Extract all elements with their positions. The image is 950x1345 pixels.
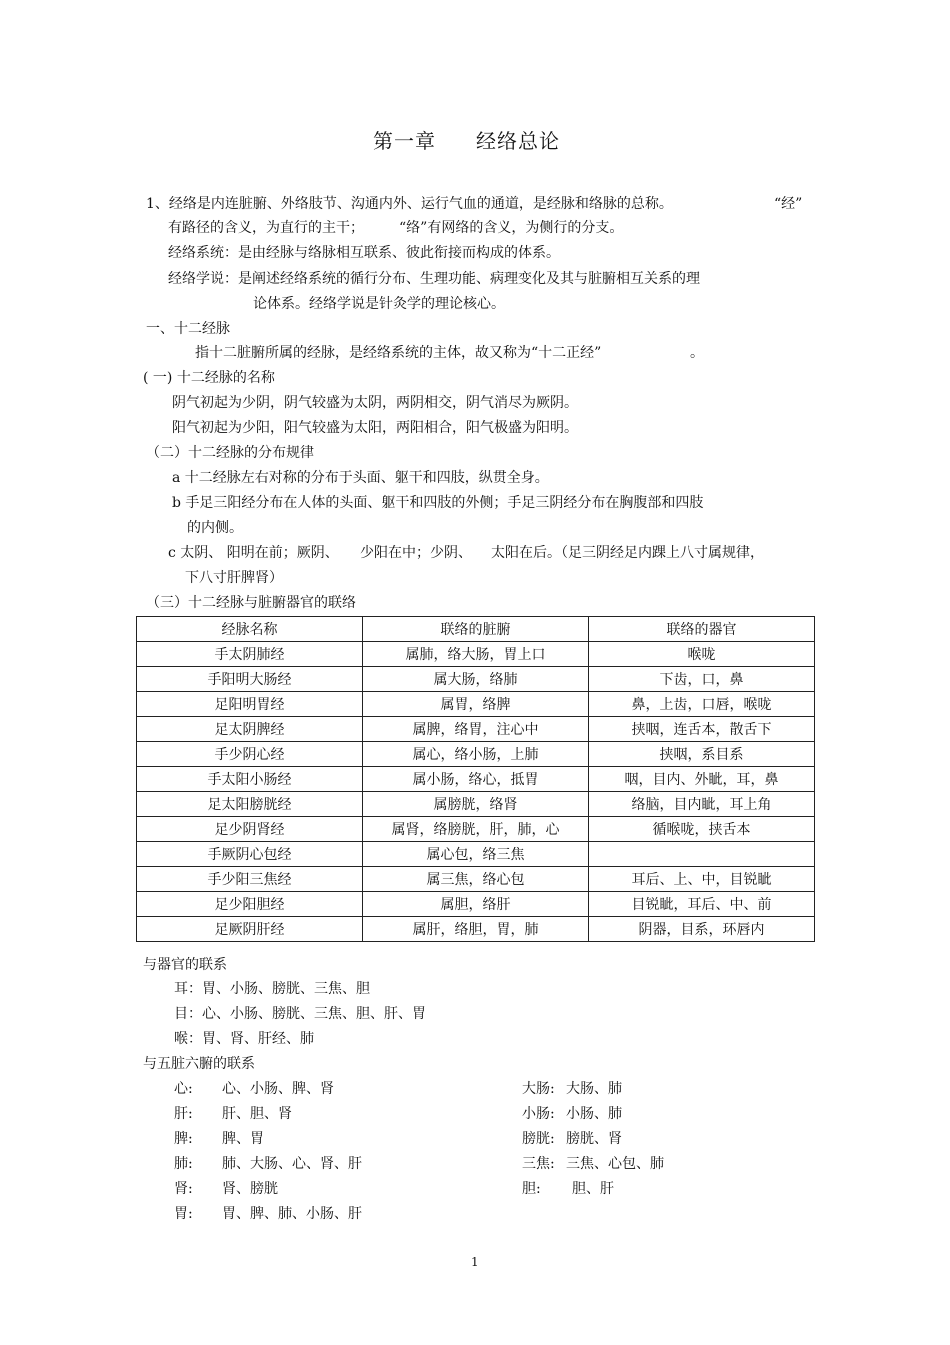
distribution-rule-b-cont: 的内侧。 xyxy=(187,520,243,536)
subsection-heading-names: ( 一) 十二经脉的名称 xyxy=(143,370,275,386)
section-heading-twelve-meridians: 一、十二经脉 xyxy=(146,321,230,337)
ear-connections: 耳：胃、小肠、膀胱、三焦、胆 xyxy=(174,981,370,997)
zangfu-cell: 属大肠，络肺 xyxy=(363,667,589,692)
page-number: 1 xyxy=(471,1255,479,1269)
distribution-rule-c-part3: 太阳在后。（足三阴经足内踝上八寸属规律， xyxy=(491,545,764,561)
subsection-heading-connections: （三）十二经脉与脏腑器官的联络 xyxy=(146,595,356,611)
meridian-name-cell: 手太阴肺经 xyxy=(137,642,363,667)
zangfu-cell: 属小肠，络心，抵胃 xyxy=(363,767,589,792)
column-header: 联络的脏腑 xyxy=(363,617,589,642)
zangfu-label-spleen: 脾: xyxy=(174,1131,193,1147)
zangfu-label-kidney: 肾: xyxy=(174,1181,193,1197)
meridian-name-cell: 手厥阴心包经 xyxy=(137,842,363,867)
organ-cell: 耳后、上、中，目锐眦 xyxy=(589,867,815,892)
meridian-name-cell: 足太阳膀胱经 xyxy=(137,792,363,817)
zangfu-cell: 属肾，络膀胱，肝，肺，心 xyxy=(363,817,589,842)
zangfu-value-spleen: 脾、胃 xyxy=(222,1131,264,1147)
chapter-number: 第一章 xyxy=(373,129,436,153)
subsection-heading-distribution: （二）十二经脉的分布规律 xyxy=(146,445,314,461)
organ-connections-heading: 与器官的联系 xyxy=(143,957,227,973)
table-row xyxy=(137,767,815,792)
distribution-rule-a: a 十二经脉左右对称的分布于头面、躯干和四肢，纵贯全身。 xyxy=(172,470,549,486)
organ-cell: 咽，目内、外眦，耳，鼻 xyxy=(589,767,815,792)
meridian-name-cell: 手少阴心经 xyxy=(137,742,363,767)
zangfu-value-kidney: 肾、膀胱 xyxy=(222,1181,278,1197)
zangfu-cell: 属心，络小肠，上肺 xyxy=(363,742,589,767)
meridian-connection-table xyxy=(136,616,815,942)
organ-cell: 目锐眦，耳后、中、前 xyxy=(589,892,815,917)
table-row xyxy=(137,867,815,892)
organ-cell: 循喉咙，挟舌本 xyxy=(589,817,815,842)
meridian-theory-def-cont: 论体系。经络学说是针灸学的理论核心。 xyxy=(253,296,505,312)
zangfu-value-sanjiao: 三焦、心包、肺 xyxy=(566,1156,664,1172)
organ-cell: 挟咽，连舌本，散舌下 xyxy=(589,717,815,742)
column-header: 联络的器官 xyxy=(589,617,815,642)
organ-cell: 阴器，目系，环唇内 xyxy=(589,917,815,942)
distribution-rule-c-cont: 下八寸肝脾肾） xyxy=(185,570,283,586)
distribution-rule-c-part2: 少阳在中；少阴、 xyxy=(360,545,472,561)
zangfu-value-liver: 肝、胆、肾 xyxy=(222,1106,292,1122)
zangfu-cell: 属脾，络胃，注心中 xyxy=(363,717,589,742)
twelve-meridians-intro: 指十二脏腑所属的经脉，是经络系统的主体，故又称为“十二正经” xyxy=(195,345,602,361)
zangfu-cell: 属肺，络大肠，胃上口 xyxy=(363,642,589,667)
zangfu-label-sanjiao: 三焦: xyxy=(522,1156,555,1172)
yin-naming-rule: 阴气初起为少阴，阴气较盛为太阴，两阴相交，阴气消尽为厥阴。 xyxy=(172,395,578,411)
zangfu-value-lung: 肺、大肠、心、肾、肝 xyxy=(222,1156,362,1172)
table-header-row xyxy=(137,617,815,642)
meridian-name-cell: 足少阴肾经 xyxy=(137,817,363,842)
definition-line-2a: 有路径的含义，为直行的主干； xyxy=(168,220,364,236)
throat-connections: 喉：胃、肾、肝经、肺 xyxy=(174,1031,314,1047)
zangfu-label-bladder: 膀胱: xyxy=(522,1131,555,1147)
chapter-title: 经络总论 xyxy=(476,129,560,153)
zangfu-value-large-intestine: 大肠、肺 xyxy=(566,1081,622,1097)
zangfu-label-heart: 心: xyxy=(174,1081,193,1097)
eye-connections: 目：心、小肠、膀胱、三焦、胆、肝、胃 xyxy=(174,1006,426,1022)
organ-cell: 下齿，口，鼻 xyxy=(589,667,815,692)
zangfu-cell: 属膀胱，络肾 xyxy=(363,792,589,817)
organ-cell: 挟咽，系目系 xyxy=(589,742,815,767)
zangfu-label-lung: 肺: xyxy=(174,1156,193,1172)
zangfu-cell: 属胆，络肝 xyxy=(363,892,589,917)
table-row xyxy=(137,717,815,742)
definition-quote: “经” xyxy=(774,196,803,212)
meridian-name-cell: 足厥阴肝经 xyxy=(137,917,363,942)
zangfu-value-small-intestine: 小肠、肺 xyxy=(566,1106,622,1122)
meridian-name-cell: 手少阳三焦经 xyxy=(137,867,363,892)
zangfu-cell: 属胃，络脾 xyxy=(363,692,589,717)
yang-naming-rule: 阳气初起为少阳，阳气较盛为太阳，两阳相合，阳气极盛为阳明。 xyxy=(172,420,578,436)
distribution-rule-c-part1: c 太阴、 阳明在前；厥阴、 xyxy=(168,545,339,561)
table-row xyxy=(137,692,815,717)
table-row xyxy=(137,917,815,942)
zangfu-label-large-intestine: 大肠: xyxy=(522,1081,555,1097)
zangfu-cell: 属肝，络胆，胃，肺 xyxy=(363,917,589,942)
column-header: 经脉名称 xyxy=(137,617,363,642)
meridian-name-cell: 手阳明大肠经 xyxy=(137,667,363,692)
table-row xyxy=(137,742,815,767)
organ-cell: 络脑，目内眦，耳上角 xyxy=(589,792,815,817)
zangfu-cell: 属三焦，络心包 xyxy=(363,867,589,892)
twelve-meridians-intro-end: 。 xyxy=(690,345,704,361)
zangfu-label-stomach: 胃: xyxy=(174,1206,193,1222)
meridian-system-def: 经络系统：是由经脉与络脉相互联系、彼此衔接而构成的体系。 xyxy=(168,245,560,261)
organ-cell xyxy=(589,842,815,867)
zangfu-connections-heading: 与五脏六腑的联系 xyxy=(143,1056,255,1072)
organ-cell: 鼻，上齿，口唇，喉咙 xyxy=(589,692,815,717)
zangfu-label-liver: 肝: xyxy=(174,1106,193,1122)
zangfu-label-small-intestine: 小肠: xyxy=(522,1106,555,1122)
zangfu-value-bladder: 膀胱、肾 xyxy=(566,1131,622,1147)
distribution-rule-b: b 手足三阳经分布在人体的头面、躯干和四肢的外侧；手足三阴经分布在胸腹部和四肢 xyxy=(172,495,704,511)
zangfu-label-gallbladder: 胆: xyxy=(522,1181,541,1197)
meridian-name-cell: 足太阴脾经 xyxy=(137,717,363,742)
meridian-name-cell: 足阳明胃经 xyxy=(137,692,363,717)
zangfu-value-gallbladder: 胆、肝 xyxy=(572,1181,614,1197)
meridian-theory-def: 经络学说：是阐述经络系统的循行分布、生理功能、病理变化及其与脏腑相互关系的理 xyxy=(168,271,700,287)
table-row xyxy=(137,667,815,692)
table-row xyxy=(137,792,815,817)
table-row xyxy=(137,842,815,867)
zangfu-value-heart: 心、小肠、脾、肾 xyxy=(222,1081,334,1097)
meridian-name-cell: 足少阳胆经 xyxy=(137,892,363,917)
table-row xyxy=(137,892,815,917)
table-row xyxy=(137,642,815,667)
organ-cell: 喉咙 xyxy=(589,642,815,667)
zangfu-cell: 属心包，络三焦 xyxy=(363,842,589,867)
definition-line-1: 1、经络是内连脏腑、外络肢节、沟通内外、运行气血的通道，是经脉和络脉的总称。 xyxy=(146,196,673,212)
definition-line-2b: “络”有网络的含义，为侧行的分支。 xyxy=(399,220,624,236)
table-row xyxy=(137,817,815,842)
zangfu-value-stomach: 胃、脾、肺、小肠、肝 xyxy=(222,1206,362,1222)
meridian-name-cell: 手太阳小肠经 xyxy=(137,767,363,792)
